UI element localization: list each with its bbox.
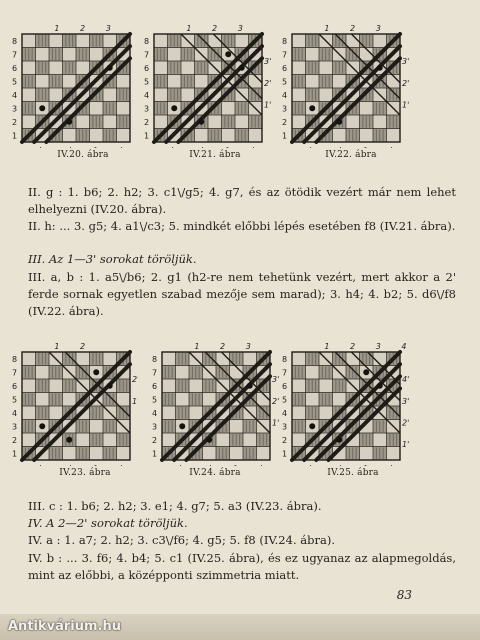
rank-label: 7 [282, 368, 288, 378]
diagonal-prime-label: 1' [272, 418, 280, 428]
file-label [40, 464, 45, 466]
board-square [162, 406, 176, 420]
board-square [292, 406, 306, 420]
rank-label: 6 [282, 382, 288, 392]
diagonal-prime-label: 1 [132, 396, 138, 406]
chess-diagram [8, 338, 138, 466]
figure-caption: IV.20. ábra [57, 150, 109, 160]
board-square [76, 352, 90, 366]
paragraph: III. Az 1—3' sorokat töröljük. [28, 252, 197, 266]
board-square [306, 48, 320, 62]
diagonal-number: 1 [54, 24, 60, 33]
queen-marker [66, 437, 72, 443]
board-square [230, 420, 244, 434]
board-square [203, 447, 217, 461]
board-square [306, 393, 320, 407]
board-square [333, 129, 347, 143]
board-square [90, 102, 104, 116]
figure-iv23 [8, 338, 138, 466]
file-label [26, 464, 31, 466]
file-label [40, 146, 45, 148]
file-label [185, 146, 189, 148]
diagonal-prime-label: 3' [402, 57, 410, 67]
board-square [176, 366, 190, 380]
file-label [350, 464, 355, 466]
board-square [154, 34, 168, 48]
board-square [49, 88, 63, 102]
file-label [323, 464, 327, 466]
board-square [292, 352, 306, 366]
file-label [207, 464, 212, 466]
file-label [158, 146, 163, 148]
board-square [117, 393, 131, 407]
board-square [208, 115, 222, 129]
board-square [103, 115, 117, 129]
board-square [222, 102, 236, 116]
rank-label: 6 [282, 64, 288, 74]
file-label [193, 464, 197, 466]
board-square [360, 102, 374, 116]
board-square [189, 406, 203, 420]
file-label [323, 146, 327, 148]
board-square [76, 34, 90, 48]
diagonal-number: 2 [80, 24, 86, 33]
board-square [319, 88, 333, 102]
board-square [117, 75, 131, 89]
paragraph: II. h: ... 3. g5; 4. a1\/c3; 5. mindkét előbbi lépés esetében f8 (IV.21. ábra). [28, 219, 456, 233]
board-square [103, 433, 117, 447]
board-square [292, 379, 306, 393]
board-square [76, 433, 90, 447]
queen-marker [179, 423, 185, 429]
board-square [168, 48, 182, 62]
board-square [181, 61, 195, 75]
board-square [63, 447, 77, 461]
board-square [22, 379, 36, 393]
file-label [296, 464, 301, 466]
paragraph: III. c : 1. b6; 2. h2; 3. e1; 4. g7; 5. a3 (IV.23. ábra). [28, 499, 322, 513]
rank-label: 7 [144, 50, 150, 60]
file-label [80, 146, 85, 148]
board-square [90, 420, 104, 434]
diagonal-prime-label: 3' [402, 396, 410, 406]
board-square [36, 48, 50, 62]
board-square [292, 88, 306, 102]
diagonal-number: 2 [350, 342, 356, 351]
board-square [189, 379, 203, 393]
board-square [387, 447, 401, 461]
file-label [239, 146, 244, 148]
board-square [63, 48, 77, 62]
diagonal-prime-label: 2' [402, 78, 410, 88]
queen-marker [247, 383, 253, 389]
queen-marker [309, 105, 315, 111]
board-square [154, 88, 168, 102]
board-square [387, 129, 401, 143]
queen-marker [66, 119, 72, 125]
rank-label: 5 [144, 77, 150, 87]
rank-label: 3 [282, 104, 288, 114]
rank-label: 6 [12, 64, 18, 74]
file-label [234, 464, 237, 466]
rank-label: 2 [12, 436, 18, 446]
board-square [36, 393, 50, 407]
board-square [306, 75, 320, 89]
rank-label: 2 [152, 436, 158, 446]
queen-marker [107, 65, 113, 71]
file-label [296, 146, 301, 148]
diagonal-prime-label: 2' [264, 78, 272, 88]
rank-label: 3 [152, 422, 158, 432]
file-label [337, 464, 342, 466]
board-square [168, 75, 182, 89]
figure-iv21 [140, 20, 275, 148]
rank-label: 2 [282, 118, 288, 128]
file-label [94, 146, 97, 148]
board-square [292, 34, 306, 48]
board-square [22, 88, 36, 102]
file-label [94, 464, 97, 466]
board-square [181, 88, 195, 102]
board-square [63, 75, 77, 89]
file-label [310, 464, 315, 466]
board-square [63, 129, 77, 143]
diagonal-number: 3 [237, 24, 243, 33]
board-square [22, 34, 36, 48]
board-square [117, 447, 131, 461]
file-label [350, 146, 355, 148]
rank-label: 5 [12, 77, 18, 87]
rank-label: 8 [12, 355, 18, 365]
rank-label: 3 [12, 104, 18, 114]
file-label [67, 464, 72, 466]
rank-label: 8 [12, 37, 18, 47]
queen-marker [39, 105, 45, 111]
file-label [26, 146, 31, 148]
file-label [199, 146, 204, 148]
figure-caption: IV.23. ábra [59, 468, 111, 478]
file-label [310, 146, 315, 148]
rank-label: 8 [144, 37, 150, 47]
board-square [90, 447, 104, 461]
board-square [49, 406, 63, 420]
board-square [63, 393, 77, 407]
board-square [360, 129, 374, 143]
queen-marker [107, 383, 113, 389]
diagonal-prime-label: 3' [264, 57, 272, 67]
rank-label: 5 [152, 395, 158, 405]
file-label [67, 146, 72, 148]
rank-label: 1 [282, 449, 288, 459]
diagonal-prime-label: 1' [402, 440, 410, 450]
board-square [243, 433, 257, 447]
file-label [364, 464, 367, 466]
diagonal-prime-label: 1' [264, 100, 272, 110]
file-label [107, 146, 112, 148]
queen-marker [336, 119, 342, 125]
queen-marker [377, 65, 383, 71]
rank-label: 3 [144, 104, 150, 114]
board-square [162, 352, 176, 366]
board-square [292, 115, 306, 129]
diagonal-number: 2 [80, 342, 86, 351]
board-square [373, 115, 387, 129]
board-square [22, 433, 36, 447]
queen-marker [377, 383, 383, 389]
rank-label: 6 [144, 64, 150, 74]
file-label [247, 464, 252, 466]
board-square [195, 129, 209, 143]
rank-label: 7 [152, 368, 158, 378]
file-label [180, 464, 185, 466]
board-square [360, 447, 374, 461]
chess-diagram [148, 338, 283, 466]
watermark: Antikvárium.hu [8, 619, 121, 634]
queen-marker [225, 51, 231, 57]
board-square [90, 48, 104, 62]
chess-diagram [278, 338, 413, 466]
board-square [235, 115, 249, 129]
queen-marker [239, 65, 245, 71]
rank-label: 5 [282, 395, 288, 405]
rank-label: 1 [144, 131, 150, 141]
rank-label: 1 [152, 449, 158, 459]
file-label [53, 464, 57, 466]
board-square [216, 433, 230, 447]
diagonal-number: 3 [105, 24, 111, 33]
rank-label: 7 [12, 50, 18, 60]
diagonal-number: 2 [212, 24, 218, 33]
diagonal-prime-label: 1' [402, 100, 410, 110]
figure-caption: IV.22. ábra [325, 150, 377, 160]
rank-label: 8 [152, 355, 158, 365]
rank-label: 5 [282, 77, 288, 87]
board-square [292, 61, 306, 75]
figure-caption: IV.21. ábra [189, 150, 241, 160]
rank-label: 2 [12, 118, 18, 128]
board-square [49, 34, 63, 48]
file-label [377, 464, 382, 466]
board-square [103, 34, 117, 48]
diagonal-number: 3 [375, 342, 381, 351]
queen-marker [309, 423, 315, 429]
file-label [53, 146, 57, 148]
queen-marker [363, 369, 369, 375]
rank-label: 4 [152, 409, 158, 419]
board-square [333, 75, 347, 89]
diagonal-prime-label: 2 [132, 375, 138, 385]
diagonal-prime-label: 3' [272, 375, 280, 385]
file-label [80, 464, 85, 466]
board-square [373, 34, 387, 48]
rank-label: 6 [12, 382, 18, 392]
file-label [391, 464, 396, 466]
chess-diagram [278, 20, 413, 148]
board-square [346, 115, 360, 129]
file-label [391, 146, 396, 148]
rank-label: 4 [144, 91, 150, 101]
board-square [306, 366, 320, 380]
diagonal-prime-label: 2' [402, 418, 410, 428]
figure-iv24 [148, 338, 283, 466]
board-square [333, 393, 347, 407]
board-square [243, 352, 257, 366]
board-square [319, 406, 333, 420]
board-square [319, 379, 333, 393]
rank-label: 6 [152, 382, 158, 392]
rank-label: 7 [12, 368, 18, 378]
diagonal-number: 3 [375, 24, 381, 33]
paragraph: IV. a : 1. a7; 2. h2; 3. c3\/f6; 4. g5; 5. f8 (IV.24. ábra). [28, 533, 335, 547]
board-square [49, 61, 63, 75]
file-label [121, 146, 126, 148]
diagonal-number: 2 [350, 24, 356, 33]
paragraph: III. a, b : 1. a5\/b6; 2. g1 (h2-re nem tehetünk vezért, mert akkor a 2' ferde sornak egyetlen szabad mezője sem marad); 3. h4; 4. b2; 5. d6\/f8 (IV.22. ábra). [28, 270, 456, 318]
board-square [36, 75, 50, 89]
diagonal-prime-label: 4' [402, 375, 410, 385]
board-square [22, 406, 36, 420]
file-label [107, 464, 112, 466]
board-square [176, 393, 190, 407]
board-square [76, 61, 90, 75]
board-square [195, 75, 209, 89]
board-square [162, 379, 176, 393]
rank-label: 7 [282, 50, 288, 60]
file-label [212, 146, 217, 148]
chess-diagram [140, 20, 275, 148]
file-label [337, 146, 342, 148]
rank-label: 4 [282, 91, 288, 101]
figure-iv25 [278, 338, 413, 466]
rank-label: 5 [12, 395, 18, 405]
board-square [22, 352, 36, 366]
board-square [162, 433, 176, 447]
chess-diagram [8, 20, 138, 148]
board-square [154, 61, 168, 75]
queen-marker [206, 437, 212, 443]
diagonal-prime-label: 2' [272, 396, 280, 406]
rank-label: 3 [282, 422, 288, 432]
rank-label: 8 [282, 355, 288, 365]
figure-caption: IV.24. ábra [189, 468, 241, 478]
file-label [364, 146, 367, 148]
queen-marker [93, 369, 99, 375]
board-square [22, 61, 36, 75]
rank-label: 3 [12, 422, 18, 432]
board-square [292, 433, 306, 447]
figure-iv22 [278, 20, 413, 148]
rank-label: 1 [282, 131, 288, 141]
board-square [249, 129, 263, 143]
board-square [117, 129, 131, 143]
board-square [90, 129, 104, 143]
board-square [36, 366, 50, 380]
diagonal-number: 1 [186, 24, 192, 33]
file-label [172, 146, 177, 148]
file-label [220, 464, 225, 466]
board-square [222, 129, 236, 143]
figure-caption: IV.25. ábra [327, 468, 379, 478]
diagonal-number: 1 [194, 342, 200, 351]
diagonal-number: 1 [324, 342, 330, 351]
board-square [319, 61, 333, 75]
board-square [103, 352, 117, 366]
file-label [253, 146, 258, 148]
queen-marker [171, 105, 177, 111]
footer-bar [0, 614, 480, 640]
board-square [154, 115, 168, 129]
diagonal-number: 2 [220, 342, 226, 351]
rank-label: 2 [144, 118, 150, 128]
figure-iv20 [8, 20, 138, 148]
queen-marker [336, 437, 342, 443]
file-label [121, 464, 126, 466]
board-square [22, 115, 36, 129]
file-label [226, 146, 229, 148]
board-square [49, 379, 63, 393]
rank-label: 8 [282, 37, 288, 47]
board-square [76, 115, 90, 129]
board-square [235, 34, 249, 48]
rank-label: 4 [282, 409, 288, 419]
rank-label: 4 [12, 409, 18, 419]
paragraph: IV. A 2—2' sorokat töröljük. [28, 516, 188, 530]
file-label [261, 464, 266, 466]
rank-label: 4 [12, 91, 18, 101]
rank-label: 1 [12, 131, 18, 141]
diagonal-number: 1 [324, 24, 330, 33]
paragraph: IV. b : ... 3. f6; 4. b4; 5. c1 (IV.25. ábra), és ez ugyanaz az alapmegoldás, mint az előbbi, a középponti szimmetria miatt. [28, 551, 456, 582]
diagonal-number: 1 [54, 342, 60, 351]
diagonal-number: 3 [245, 342, 251, 351]
queen-marker [198, 119, 204, 125]
board-square [203, 393, 217, 407]
file-label [166, 464, 171, 466]
board-square [103, 88, 117, 102]
page-number: 83 [396, 588, 412, 602]
board-square [373, 433, 387, 447]
board-square [257, 447, 271, 461]
queen-marker [39, 423, 45, 429]
rank-label: 1 [12, 449, 18, 459]
board-square [230, 447, 244, 461]
rank-label: 2 [282, 436, 288, 446]
board-square [117, 102, 131, 116]
diagonal-number: 4 [401, 342, 407, 351]
paragraph: II. g : 1. b6; 2. h2; 3. c1\/g5; 4. g7, és az ötödik vezért már nem lehet elhelyezni (IV.20. ábra). [28, 185, 456, 216]
file-label [377, 146, 382, 148]
